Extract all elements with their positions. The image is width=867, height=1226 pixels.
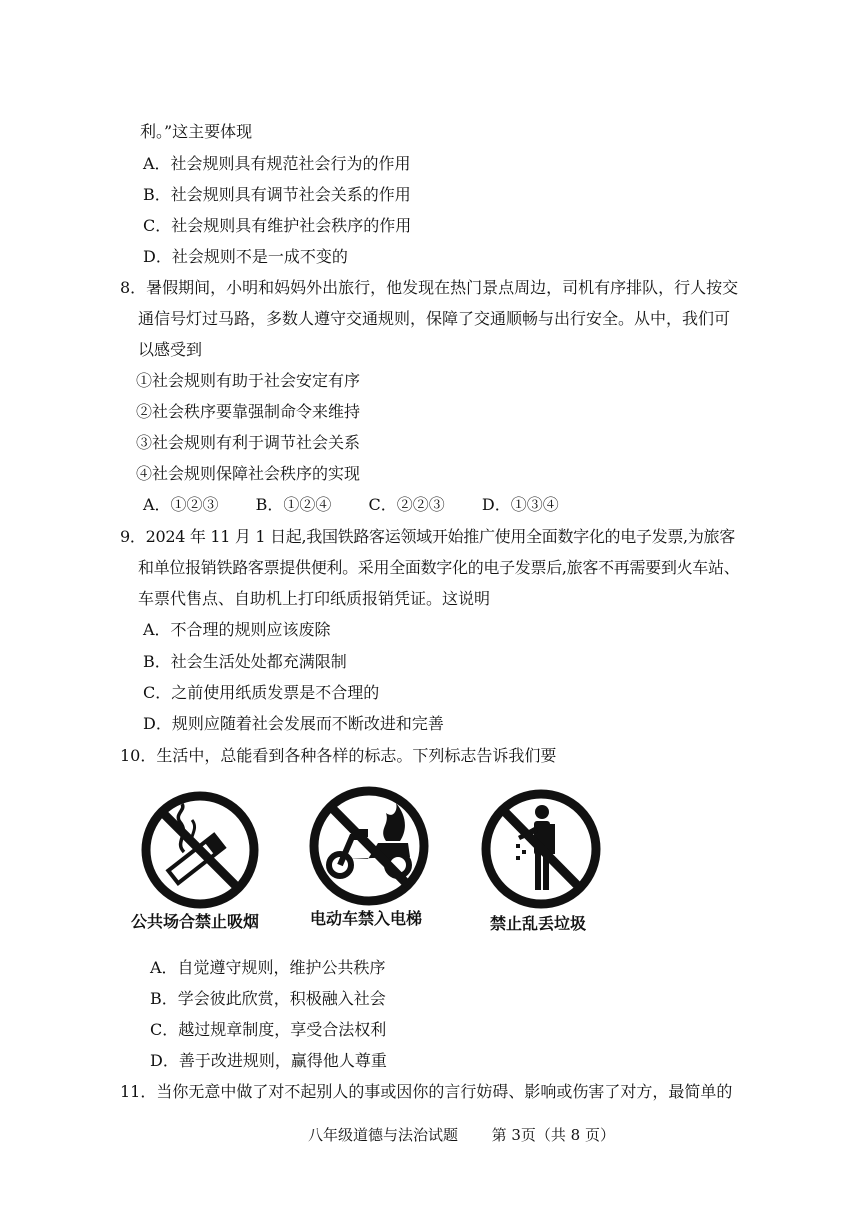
q8-statement-4: ④社会规则保障社会秩序的实现 [136,464,361,483]
q8-stem-line-3: 以感受到 [138,340,203,359]
q11-stem-line-1: 11．当你无意中做了对不起别人的事或因你的言行妨碍、影响或伤害了对方，最简单的 [120,1082,733,1101]
no-smoking-sign-icon [140,790,260,910]
footer-subject: 八年级道德与法治试题 [308,1126,459,1144]
no-smoking-sign-label: 公共场合禁止吸烟 [131,912,260,931]
no-littering-sign-icon [480,788,602,910]
q9-option-c: C．之前使用纸质发票是不合理的 [143,683,380,702]
q8-options [143,495,591,515]
q10-stem: 10．生活中，总能看到各种各样的标志。下列标志告诉我们要 [120,746,557,765]
q10-option-c: C．越过规章制度，享受合法权利 [150,1020,387,1039]
q7-option-a: A．社会规则具有规范社会行为的作用 [143,154,411,173]
q8-option-b: B．①②④ [255,495,332,514]
footer-page-number: 第 3页（共 8 页） [491,1126,615,1144]
q10-option-a: A．自觉遵守规则，维护公共秩序 [150,958,386,977]
no-e-bike-in-elevator-sign-icon [308,785,430,907]
q7-option-d: D．社会规则不是一成不变的 [143,247,348,266]
q8-statement-1: ①社会规则有助于社会安定有序 [136,371,361,390]
q9-stem-line-1: 9．2024 年 11 月 1 日起,我国铁路客运领域开始推广使用全面数字化的电子发票,为旅客 [120,527,735,546]
q7-option-c: C．社会规则具有维护社会秩序的作用 [143,216,412,235]
q8-stem-line-2: 通信号灯过马路，多数人遵守交通规则，保障了交通顺畅与出行安全。从中，我们可 [138,309,731,328]
page-footer [308,1125,615,1145]
q10-option-b: B．学会彼此欣赏，积极融入社会 [150,989,386,1008]
q8-option-d: D．①③④ [481,495,559,514]
q8-stem-line-1: 8．暑假期间，小明和妈妈外出旅行，他发现在热门景点周边，司机有序排队，行人按交 [120,278,739,297]
q9-stem-line-3: 车票代售点、自助机上打印纸质报销凭证。这说明 [138,589,491,608]
q7-stem-tail: 利。”这主要体现 [140,122,253,141]
q8-statement-3: ③社会规则有利于调节社会关系 [136,433,361,452]
q9-option-d: D．规则应随着社会发展而不断改进和完善 [143,714,444,733]
q9-option-a: A．不合理的规则应该废除 [143,620,331,639]
no-littering-sign-label: 禁止乱丢垃圾 [490,914,587,933]
q8-option-c: C．②②③ [368,495,445,514]
q10-option-d: D．善于改进规则，赢得他人尊重 [150,1051,387,1070]
q7-option-b: B．社会规则具有调节社会关系的作用 [143,185,411,204]
q8-option-a: A．①②③ [143,495,219,514]
q9-stem-line-2: 和单位报销铁路客票提供便利。采用全面数字化的电子发票后,旅客不再需要到火车站、 [138,558,740,577]
no-e-bike-sign-label: 电动车禁入电梯 [310,909,423,928]
q8-statement-2: ②社会秩序要靠强制命令来维持 [136,402,361,421]
q9-option-b: B．社会生活处处都充满限制 [143,652,347,671]
